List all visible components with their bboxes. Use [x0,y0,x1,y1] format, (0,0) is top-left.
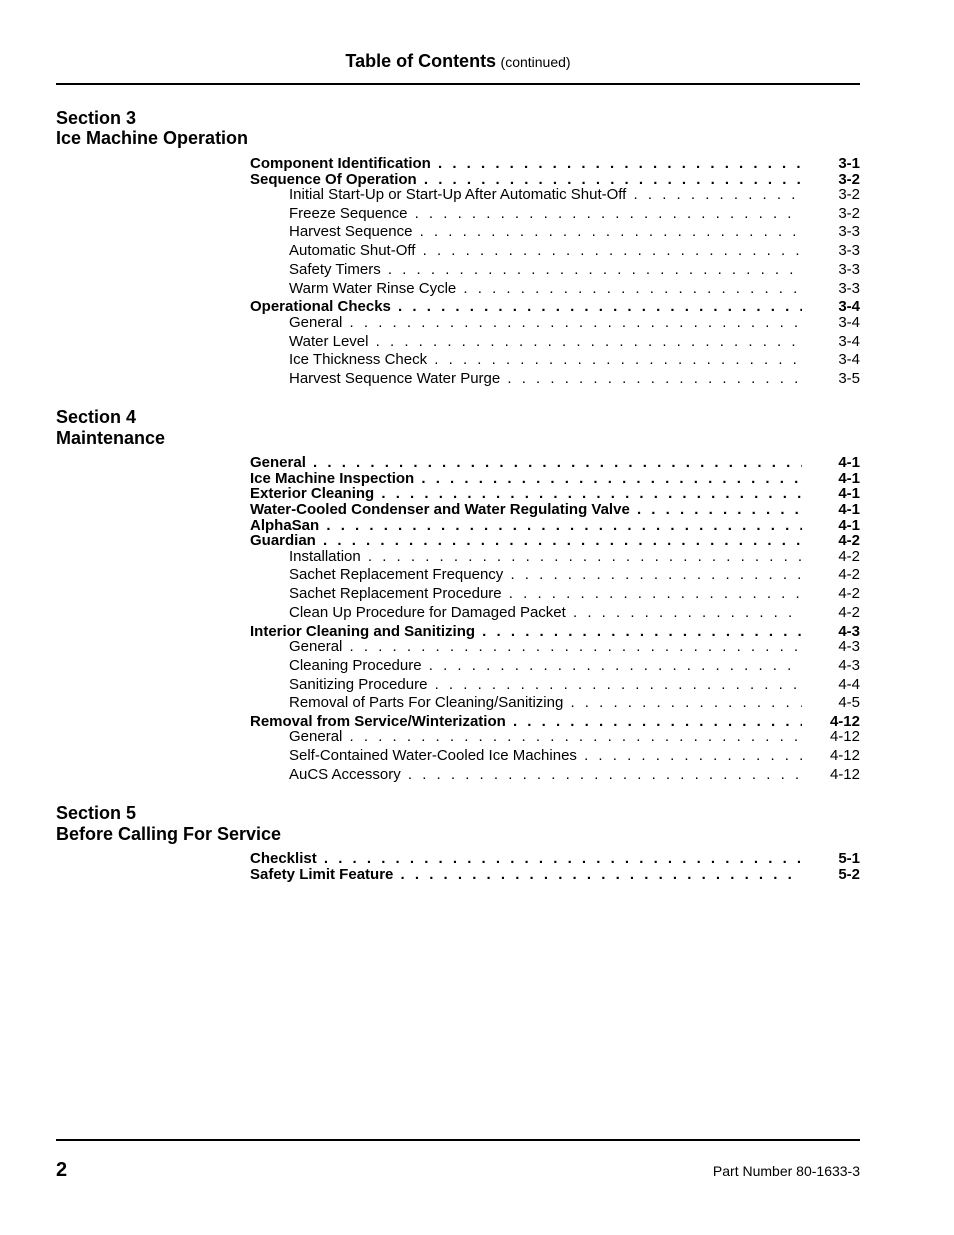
toc-entry[interactable]: Exterior Cleaning . . . 4-1 [250,485,860,503]
toc-entry[interactable]: General . . . 4-1 [250,454,860,472]
toc-entry[interactable]: Operational Checks . . . 3-4 [250,298,860,316]
page-number: 2 [56,1159,68,1181]
toc-subentry[interactable]: Self-Contained Water-Cooled Ice Machines . . . 4-12 [289,747,860,765]
toc-entry[interactable]: Safety Limit Feature . . . 5-2 [250,866,860,884]
toc-subentry[interactable]: Automatic Shut-Off . . . 3-3 [289,242,860,260]
toc-subentry[interactable]: General . . . 3-4 [289,314,860,332]
page-subtitle: (continued) [500,54,571,70]
toc-subentry[interactable]: Ice Thickness Check . . . 3-4 [289,351,860,369]
toc-entry[interactable]: Guardian . . . 4-2 [250,532,860,550]
toc-subentry[interactable]: AuCS Accessory . . . 4-12 [289,766,860,784]
toc-subentry[interactable]: Initial Start-Up or Start-Up After Automatic Shut-Off . . . 3-2 [289,186,860,204]
section-5-title: Before Calling For Service [56,824,282,844]
toc-subentry[interactable]: Sachet Replacement Frequency . . . 4-2 [289,566,860,584]
toc-subentry[interactable]: Removal of Parts For Cleaning/Sanitizing . . . 4-5 [289,694,860,712]
toc-subentry[interactable]: Clean Up Procedure for Damaged Packet . . . 4-2 [289,604,860,622]
toc-subentry[interactable]: Warm Water Rinse Cycle . . . 3-3 [289,280,860,298]
part-number: Part Number 80-1633-3 [712,1163,860,1179]
toc-subentry[interactable]: Sanitizing Procedure . . . 4-4 [289,676,860,694]
header-rule [56,83,860,85]
footer-rule [56,1139,860,1141]
toc-entry[interactable]: Water-Cooled Condenser and Water Regulating Valve . . . 4-1 [250,501,860,519]
toc-entry[interactable]: Sequence Of Operation . . . 3-2 [250,171,860,189]
page-title: Table of Contents [345,51,497,71]
toc-entry[interactable]: Ice Machine Inspection . . . 4-1 [250,470,860,488]
section-3-label: Section 3 [56,108,137,128]
toc-subentry[interactable]: General . . . 4-3 [289,638,860,656]
toc-subentry[interactable]: Sachet Replacement Procedure . . . 4-2 [289,585,860,603]
toc-subentry[interactable]: Freeze Sequence . . . 3-2 [289,205,860,223]
toc-subentry[interactable]: Harvest Sequence Water Purge . . . 3-5 [289,370,860,388]
toc-subentry[interactable]: Cleaning Procedure . . . 4-3 [289,657,860,675]
toc-entry[interactable]: AlphaSan . . . 4-1 [250,517,860,535]
toc-subentry[interactable]: Installation . . . 4-2 [289,548,860,566]
section-4-title: Maintenance [56,428,166,448]
toc-entry[interactable]: Checklist . . . 5-1 [250,850,860,868]
toc-subentry[interactable]: Safety Timers . . . 3-3 [289,261,860,279]
toc-subentry[interactable]: Harvest Sequence . . . 3-3 [289,223,860,241]
toc-entry[interactable]: Removal from Service/Winterization . . . 4-12 [250,713,860,731]
toc-subentry[interactable]: Water Level . . . 3-4 [289,333,860,351]
page-header [56,51,860,72]
section-4-label: Section 4 [56,407,137,427]
section-5-label: Section 5 [56,803,137,823]
toc-subentry[interactable]: General . . . 4-12 [289,728,860,746]
section-3-title: Ice Machine Operation [56,128,249,148]
toc-entry[interactable]: Component Identification . . . 3-1 [250,155,860,173]
toc-entry[interactable]: Interior Cleaning and Sanitizing . . . 4-3 [250,623,860,641]
